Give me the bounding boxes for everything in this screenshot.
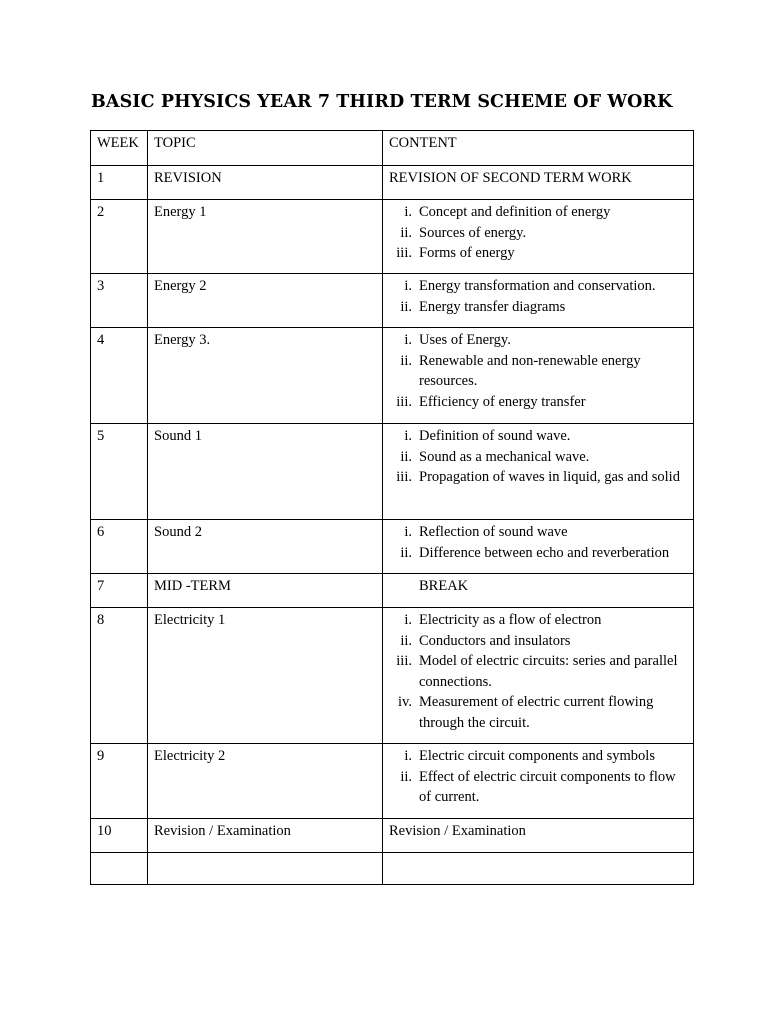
list-item-numeral: ii. — [400, 352, 412, 369]
week-cell: 3 — [91, 274, 148, 328]
list-item-text: Model of electric circuits: series and parallel connections. — [419, 653, 678, 690]
table-row — [91, 520, 694, 574]
content-list-item — [389, 392, 687, 413]
content-cell — [383, 608, 694, 744]
content-list — [389, 522, 687, 563]
topic-cell: Sound 2 — [148, 520, 383, 574]
list-item-numeral: ii. — [400, 632, 412, 649]
week-cell: 9 — [91, 744, 148, 819]
topic-cell: Energy 2 — [148, 274, 383, 328]
content-list-item — [389, 202, 687, 223]
list-item-text: Effect of electric circuit components to flow of current. — [419, 768, 676, 805]
content-cell — [383, 520, 694, 574]
list-item-numeral: ii. — [400, 224, 412, 241]
week-cell: 4 — [91, 328, 148, 424]
list-item-numeral: i. — [404, 278, 412, 294]
content-list-item — [389, 351, 687, 392]
content-list-item — [389, 447, 687, 468]
content-cell — [383, 424, 694, 520]
content-list-item — [389, 610, 687, 631]
list-item-numeral: i. — [404, 428, 412, 444]
topic-cell — [148, 853, 383, 885]
list-item-text: Measurement of electric current flowing through the circuit. — [419, 694, 654, 731]
list-item-text: Definition of sound wave. — [419, 428, 571, 444]
list-item-text: Uses of Energy. — [419, 332, 511, 348]
list-item-text: Renewable and non-renewable energy resources. — [419, 352, 641, 389]
list-item-numeral: i. — [404, 524, 412, 540]
list-item-numeral: ii. — [400, 768, 412, 785]
list-item-text: Electric circuit components and symbols — [419, 748, 655, 764]
content-list-item — [389, 767, 687, 808]
list-item-numeral: i. — [404, 332, 412, 348]
topic-cell: Electricity 2 — [148, 744, 383, 819]
content-cell — [383, 328, 694, 424]
list-item-text: Concept and definition of energy — [419, 204, 611, 220]
content-list — [389, 330, 687, 412]
table-row — [91, 819, 694, 853]
week-cell: 5 — [91, 424, 148, 520]
table-row — [91, 274, 694, 328]
topic-cell: Electricity 1 — [148, 608, 383, 744]
content-list-item — [389, 330, 687, 351]
table-row — [91, 200, 694, 274]
list-item-text: Electricity as a flow of electron — [419, 612, 602, 628]
table-row — [91, 853, 694, 885]
table-row — [91, 424, 694, 520]
content-header: CONTENT — [383, 131, 694, 166]
content-cell — [383, 744, 694, 819]
list-item-text: Energy transformation and conservation. — [419, 278, 656, 294]
topic-cell: Energy 1 — [148, 200, 383, 274]
list-item-numeral: i. — [404, 612, 412, 628]
list-item-numeral: iii. — [396, 245, 412, 261]
list-item-numeral: i. — [404, 204, 412, 220]
content-list-item — [389, 276, 687, 297]
table-row — [91, 608, 694, 744]
list-item-numeral: iii. — [396, 469, 412, 485]
content-list-item — [389, 543, 687, 564]
list-item-numeral: ii. — [400, 544, 412, 561]
content-text: REVISION OF SECOND TERM WORK — [389, 170, 632, 186]
content-list-item — [389, 746, 687, 767]
content-text: BREAK — [419, 578, 469, 594]
content-list — [389, 202, 687, 264]
content-cell — [383, 819, 694, 853]
content-cell — [383, 274, 694, 328]
week-cell: 8 — [91, 608, 148, 744]
list-item-text: Forms of energy — [419, 245, 515, 261]
content-list — [389, 610, 687, 733]
content-list-item — [389, 692, 687, 733]
topic-cell: REVISION — [148, 166, 383, 200]
topic-cell: Revision / Examination — [148, 819, 383, 853]
week-cell — [91, 853, 148, 885]
table-row — [91, 328, 694, 424]
table-header-row — [91, 131, 694, 166]
list-item-text: Propagation of waves in liquid, gas and solid — [419, 469, 680, 485]
content-list — [389, 746, 687, 808]
list-item-text: Energy transfer diagrams — [419, 298, 566, 315]
table-row — [91, 744, 694, 819]
document-title: BASIC PHYSICS YEAR 7 THIRD TERM SCHEME OF WORK — [91, 92, 673, 112]
list-item-text: Efficiency of energy transfer — [419, 393, 586, 410]
scheme-of-work-table — [90, 130, 694, 885]
week-cell: 2 — [91, 200, 148, 274]
list-item-text: Conductors and insulators — [419, 632, 571, 649]
content-cell — [383, 166, 694, 200]
table-row — [91, 574, 694, 608]
topic-header: TOPIC — [148, 131, 383, 166]
list-item-numeral: iii. — [396, 653, 412, 669]
list-item-numeral: ii. — [400, 298, 412, 315]
week-cell: 1 — [91, 166, 148, 200]
content-cell — [383, 200, 694, 274]
list-item-text: Sources of energy. — [419, 224, 527, 241]
list-item-numeral: ii. — [400, 448, 412, 465]
topic-cell: MID -TERM — [148, 574, 383, 608]
content-list-item — [389, 426, 687, 447]
content-text: Revision / Examination — [389, 823, 526, 839]
content-cell — [383, 853, 694, 885]
list-item-numeral: iii. — [396, 393, 412, 410]
content-list-item — [389, 522, 687, 543]
week-cell: 6 — [91, 520, 148, 574]
content-list — [389, 426, 687, 488]
list-item-text: Difference between echo and reverberation — [419, 544, 670, 561]
content-list-item — [389, 297, 687, 318]
week-cell: 10 — [91, 819, 148, 853]
topic-cell: Sound 1 — [148, 424, 383, 520]
topic-cell: Energy 3. — [148, 328, 383, 424]
list-item-numeral: i. — [404, 748, 412, 764]
content-list-item — [389, 243, 687, 264]
content-list-item — [389, 631, 687, 652]
content-list-item — [389, 467, 687, 488]
list-item-text: Sound as a mechanical wave. — [419, 448, 590, 465]
content-list — [389, 276, 687, 317]
content-cell — [383, 574, 694, 608]
content-list-item — [389, 223, 687, 244]
content-list-item — [389, 651, 687, 692]
week-header: WEEK — [91, 131, 148, 166]
list-item-text: Reflection of sound wave — [419, 524, 568, 540]
table-row — [91, 166, 694, 200]
list-item-numeral: iv. — [398, 694, 412, 710]
week-cell: 7 — [91, 574, 148, 608]
